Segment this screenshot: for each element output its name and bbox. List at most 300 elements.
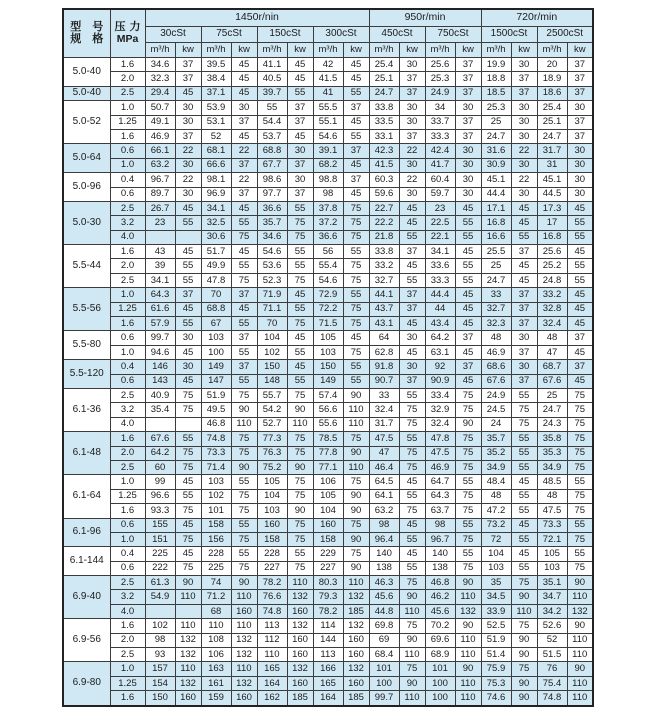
table-row — [63, 432, 593, 446]
value-cell: 34.6 — [145, 58, 175, 72]
pressure-cell: 2.5 — [110, 86, 145, 100]
value-cell: 24.7 — [481, 273, 511, 287]
value-cell: 71.9 — [257, 288, 287, 302]
value-cell: 78.2 — [257, 576, 287, 590]
value-cell: 75 — [567, 446, 593, 460]
pump-spec-table — [62, 8, 594, 707]
value-cell: 30 — [511, 360, 537, 374]
value-cell: 156 — [201, 532, 231, 546]
value-cell: 160 — [231, 604, 257, 618]
value-cell: 37 — [567, 58, 593, 72]
value-cell: 75 — [511, 417, 537, 431]
value-cell — [175, 230, 201, 244]
value-cell: 70 — [201, 288, 231, 302]
header-unit-power: kw — [287, 43, 313, 58]
value-cell: 37 — [175, 288, 201, 302]
value-cell: 24.7 — [537, 403, 567, 417]
value-cell: 75 — [343, 216, 369, 230]
value-cell: 66.6 — [201, 158, 231, 172]
value-cell: 37 — [455, 115, 481, 129]
value-cell: 55 — [511, 504, 537, 518]
value-cell: 104 — [257, 489, 287, 503]
pressure-cell: 1.0 — [110, 101, 145, 115]
pressure-cell: 1.0 — [110, 662, 145, 676]
value-cell: 63.7 — [425, 504, 455, 518]
value-cell: 45 — [455, 317, 481, 331]
header-unit-flow: m³/h — [425, 43, 455, 58]
value-cell: 55 — [257, 101, 287, 115]
value-cell: 157 — [145, 662, 175, 676]
value-cell: 160 — [175, 691, 201, 706]
value-cell: 32.7 — [369, 273, 399, 287]
value-cell: 51.5 — [537, 648, 567, 662]
value-cell: 30 — [511, 331, 537, 345]
value-cell: 102 — [145, 619, 175, 633]
value-cell: 77.3 — [257, 432, 287, 446]
value-cell: 75 — [343, 432, 369, 446]
value-cell: 45 — [231, 58, 257, 72]
value-cell: 37 — [287, 187, 313, 201]
value-cell: 44.4 — [481, 187, 511, 201]
value-cell: 63.1 — [425, 345, 455, 359]
value-cell — [145, 417, 175, 431]
header-viscosity: 150cSt — [257, 27, 313, 43]
pressure-cell: 1.6 — [110, 317, 145, 331]
value-cell: 90 — [455, 619, 481, 633]
value-cell: 140 — [425, 547, 455, 561]
value-cell: 45 — [287, 72, 313, 86]
value-cell: 43.4 — [425, 317, 455, 331]
value-cell: 30 — [287, 144, 313, 158]
value-cell: 75 — [287, 489, 313, 503]
table-row — [63, 547, 593, 561]
value-cell: 24.9 — [425, 86, 455, 100]
value-cell: 76.3 — [257, 446, 287, 460]
value-cell: 32.8 — [537, 302, 567, 316]
value-cell: 24.8 — [537, 273, 567, 287]
value-cell: 46.3 — [369, 576, 399, 590]
value-cell: 30 — [399, 101, 425, 115]
value-cell: 55 — [175, 216, 201, 230]
value-cell: 75 — [231, 446, 257, 460]
table-row — [63, 201, 593, 215]
header-speed-0: 1450r/nin — [145, 9, 369, 27]
value-cell: 45 — [399, 317, 425, 331]
value-cell: 16.6 — [481, 230, 511, 244]
value-cell: 74.6 — [481, 691, 511, 706]
value-cell: 185 — [287, 691, 313, 706]
value-cell: 75 — [231, 432, 257, 446]
value-cell: 42.3 — [369, 144, 399, 158]
value-cell: 34.7 — [537, 590, 567, 604]
value-cell: 33.9 — [481, 604, 511, 618]
value-cell: 68.8 — [201, 302, 231, 316]
value-cell: 55 — [231, 518, 257, 532]
value-cell: 55.4 — [313, 259, 343, 273]
value-cell: 25.3 — [425, 72, 455, 86]
value-cell: 51.9 — [201, 388, 231, 402]
value-cell: 132 — [343, 590, 369, 604]
value-cell: 63.2 — [369, 504, 399, 518]
value-cell: 144 — [313, 633, 343, 647]
value-cell: 31.7 — [537, 144, 567, 158]
value-cell: 104 — [313, 504, 343, 518]
value-cell: 75 — [231, 504, 257, 518]
value-cell: 37 — [399, 288, 425, 302]
value-cell: 30 — [175, 115, 201, 129]
value-cell: 30 — [511, 101, 537, 115]
value-cell: 32.3 — [481, 317, 511, 331]
value-cell: 47.8 — [201, 273, 231, 287]
value-cell: 75 — [399, 417, 425, 431]
pressure-cell: 0.6 — [110, 561, 145, 575]
value-cell: 37 — [399, 374, 425, 388]
value-cell — [145, 604, 175, 618]
value-cell: 75 — [175, 446, 201, 460]
pressure-cell: 2.5 — [110, 273, 145, 287]
value-cell: 31.6 — [481, 144, 511, 158]
value-cell: 55 — [175, 489, 201, 503]
value-cell: 75 — [455, 460, 481, 474]
value-cell: 103 — [537, 561, 567, 575]
value-cell: 29.4 — [145, 86, 175, 100]
value-cell: 114 — [313, 619, 343, 633]
value-cell: 30.6 — [201, 230, 231, 244]
value-cell: 160 — [343, 676, 369, 690]
value-cell: 37 — [343, 101, 369, 115]
value-cell: 45 — [231, 86, 257, 100]
value-cell: 105 — [313, 489, 343, 503]
value-cell: 55 — [175, 259, 201, 273]
value-cell: 110 — [567, 676, 593, 690]
header-unit-power: kw — [455, 43, 481, 58]
value-cell: 45 — [343, 158, 369, 172]
value-cell: 75 — [399, 619, 425, 633]
value-cell — [175, 604, 201, 618]
value-cell: 45 — [455, 201, 481, 215]
value-cell: 43.1 — [369, 317, 399, 331]
value-cell: 90 — [511, 648, 537, 662]
value-cell: 22 — [231, 144, 257, 158]
value-cell: 96.9 — [201, 187, 231, 201]
value-cell: 112 — [257, 633, 287, 647]
value-cell: 74 — [201, 576, 231, 590]
value-cell: 163 — [201, 662, 231, 676]
value-cell: 75 — [175, 561, 201, 575]
value-cell: 45 — [399, 259, 425, 273]
value-cell: 75 — [343, 547, 369, 561]
value-cell: 70 — [257, 317, 287, 331]
value-cell: 33.1 — [369, 129, 399, 143]
value-cell: 69.8 — [369, 619, 399, 633]
value-cell: 55 — [455, 273, 481, 287]
value-cell: 76.6 — [257, 590, 287, 604]
value-cell: 69 — [369, 633, 399, 647]
value-cell: 30 — [399, 331, 425, 345]
value-cell: 75 — [287, 230, 313, 244]
value-cell: 34.6 — [257, 230, 287, 244]
value-cell: 18.8 — [481, 72, 511, 86]
value-cell: 75 — [287, 532, 313, 546]
value-cell: 24.5 — [481, 403, 511, 417]
value-cell: 185 — [343, 691, 369, 706]
value-cell: 75.9 — [481, 662, 511, 676]
value-cell: 61.3 — [145, 576, 175, 590]
value-cell: 55 — [231, 475, 257, 489]
value-cell: 75 — [511, 619, 537, 633]
model-cell: 5.0-64 — [63, 144, 110, 173]
value-cell: 75 — [455, 489, 481, 503]
value-cell: 71.5 — [313, 317, 343, 331]
value-cell: 53.9 — [201, 101, 231, 115]
value-cell: 71.1 — [257, 302, 287, 316]
table-row — [63, 245, 593, 259]
value-cell: 75 — [287, 388, 313, 402]
value-cell: 132 — [455, 604, 481, 618]
value-cell: 37 — [567, 331, 593, 345]
pressure-cell: 0.4 — [110, 547, 145, 561]
pressure-cell: 0.6 — [110, 518, 145, 532]
value-cell: 110 — [343, 460, 369, 474]
value-cell: 37.2 — [313, 216, 343, 230]
value-cell: 110 — [511, 604, 537, 618]
table-row — [63, 216, 593, 230]
value-cell: 45 — [399, 475, 425, 489]
pressure-cell: 1.0 — [110, 288, 145, 302]
value-cell: 55 — [231, 259, 257, 273]
value-cell: 45 — [231, 302, 257, 316]
value-cell: 148 — [257, 374, 287, 388]
table-row — [63, 115, 593, 129]
header-speed-1: 950r/min — [369, 9, 481, 27]
value-cell: 55 — [455, 547, 481, 561]
table-row — [63, 302, 593, 316]
table-row — [63, 576, 593, 590]
value-cell: 166 — [313, 662, 343, 676]
value-cell: 41.5 — [313, 72, 343, 86]
value-cell: 55 — [399, 489, 425, 503]
table-row — [63, 360, 593, 374]
value-cell: 64 — [369, 331, 399, 345]
value-cell: 46.9 — [481, 345, 511, 359]
value-cell: 55 — [343, 374, 369, 388]
model-cell: 6.1-96 — [63, 518, 110, 547]
value-cell: 30 — [175, 331, 201, 345]
pressure-cell: 1.0 — [110, 158, 145, 172]
value-cell: 75 — [287, 475, 313, 489]
value-cell: 57.4 — [313, 388, 343, 402]
value-cell: 22 — [175, 173, 201, 187]
value-cell: 45 — [567, 245, 593, 259]
value-cell: 47.5 — [425, 446, 455, 460]
value-cell: 30 — [231, 101, 257, 115]
table-row — [63, 648, 593, 662]
value-cell: 102 — [201, 489, 231, 503]
value-cell: 228 — [201, 547, 231, 561]
value-cell: 227 — [313, 561, 343, 575]
value-cell: 75 — [231, 230, 257, 244]
value-cell: 75 — [343, 273, 369, 287]
pressure-cell: 2.0 — [110, 633, 145, 647]
table-row — [63, 58, 593, 72]
pressure-cell: 1.25 — [110, 115, 145, 129]
value-cell: 75 — [343, 345, 369, 359]
header-unit-power: kw — [343, 43, 369, 58]
value-cell: 37 — [511, 302, 537, 316]
value-cell: 45 — [175, 245, 201, 259]
value-cell: 56 — [313, 245, 343, 259]
table-head — [63, 9, 593, 58]
value-cell: 98 — [313, 187, 343, 201]
value-cell: 132 — [231, 633, 257, 647]
value-cell: 105 — [313, 331, 343, 345]
value-cell: 37 — [455, 86, 481, 100]
value-cell: 56.6 — [313, 403, 343, 417]
value-cell: 73.3 — [201, 446, 231, 460]
value-cell: 60.3 — [369, 173, 399, 187]
table-row — [63, 561, 593, 575]
pressure-cell: 1.6 — [110, 619, 145, 633]
value-cell: 45.6 — [425, 604, 455, 618]
value-cell: 55 — [287, 259, 313, 273]
value-cell: 110 — [455, 633, 481, 647]
value-cell: 34 — [425, 101, 455, 115]
value-cell: 64.7 — [425, 475, 455, 489]
table-row — [63, 317, 593, 331]
pressure-cell: 4.0 — [110, 604, 145, 618]
value-cell: 99 — [145, 475, 175, 489]
value-cell: 92 — [425, 360, 455, 374]
pressure-cell: 0.4 — [110, 173, 145, 187]
value-cell: 37 — [399, 72, 425, 86]
value-cell: 160 — [257, 518, 287, 532]
value-cell: 45 — [567, 317, 593, 331]
value-cell: 90 — [567, 662, 593, 676]
pressure-cell: 2.5 — [110, 576, 145, 590]
value-cell: 75 — [455, 432, 481, 446]
value-cell: 55 — [343, 129, 369, 143]
value-cell: 51.7 — [201, 245, 231, 259]
value-cell: 24.7 — [369, 86, 399, 100]
value-cell: 160 — [231, 691, 257, 706]
value-cell: 55 — [399, 561, 425, 575]
value-cell: 37 — [511, 288, 537, 302]
value-cell: 37 — [511, 317, 537, 331]
pressure-cell: 2.5 — [110, 648, 145, 662]
pressure-cell: 1.25 — [110, 302, 145, 316]
value-cell: 45 — [511, 259, 537, 273]
value-cell: 75 — [343, 518, 369, 532]
value-cell: 110 — [567, 590, 593, 604]
value-cell: 30 — [175, 187, 201, 201]
value-cell: 30 — [455, 144, 481, 158]
value-cell: 60.4 — [425, 173, 455, 187]
value-cell: 37 — [567, 115, 593, 129]
value-cell: 55.1 — [313, 115, 343, 129]
value-cell: 68 — [201, 604, 231, 618]
value-cell: 90 — [455, 417, 481, 431]
value-cell: 75 — [567, 388, 593, 402]
value-cell: 76 — [537, 662, 567, 676]
value-cell: 146 — [145, 360, 175, 374]
value-cell: 25.4 — [369, 58, 399, 72]
value-cell: 113 — [313, 648, 343, 662]
value-cell: 64.2 — [425, 331, 455, 345]
value-cell: 75 — [231, 489, 257, 503]
value-cell: 75.3 — [481, 676, 511, 690]
pressure-cell: 2.5 — [110, 460, 145, 474]
value-cell: 45 — [175, 374, 201, 388]
value-cell: 75 — [287, 216, 313, 230]
value-cell: 75 — [231, 532, 257, 546]
value-cell: 96.7 — [425, 532, 455, 546]
value-cell: 55 — [455, 216, 481, 230]
value-cell: 149 — [313, 374, 343, 388]
model-cell: 5.0-52 — [63, 101, 110, 144]
table-body — [63, 58, 593, 706]
value-cell: 50.7 — [145, 101, 175, 115]
value-cell: 34.9 — [481, 460, 511, 474]
model-cell: 6.9-56 — [63, 619, 110, 662]
value-cell: 150 — [313, 360, 343, 374]
value-cell: 67.7 — [257, 158, 287, 172]
value-cell: 22.5 — [425, 216, 455, 230]
pressure-cell: 0.6 — [110, 187, 145, 201]
value-cell: 48 — [537, 331, 567, 345]
value-cell: 160 — [343, 648, 369, 662]
value-cell: 45 — [287, 129, 313, 143]
value-cell: 78.5 — [313, 432, 343, 446]
value-cell: 69.6 — [425, 633, 455, 647]
table-row — [63, 173, 593, 187]
value-cell: 75 — [567, 532, 593, 546]
table-row — [63, 532, 593, 546]
value-cell: 61.6 — [145, 302, 175, 316]
value-cell: 68.8 — [257, 144, 287, 158]
value-cell: 110 — [455, 590, 481, 604]
value-cell: 75 — [399, 403, 425, 417]
value-cell: 75 — [175, 388, 201, 402]
value-cell: 132 — [567, 604, 593, 618]
value-cell: 33.2 — [537, 288, 567, 302]
value-cell: 161 — [201, 676, 231, 690]
value-cell: 45 — [567, 345, 593, 359]
value-cell: 37.1 — [201, 86, 231, 100]
value-cell: 34.9 — [537, 460, 567, 474]
value-cell: 74.8 — [257, 604, 287, 618]
value-cell: 45 — [175, 547, 201, 561]
header-unit-power: kw — [567, 43, 593, 58]
value-cell: 100 — [201, 345, 231, 359]
value-cell: 45 — [231, 201, 257, 215]
value-cell: 90 — [343, 532, 369, 546]
pressure-cell: 2.0 — [110, 259, 145, 273]
value-cell: 59.6 — [369, 187, 399, 201]
value-cell: 75 — [511, 403, 537, 417]
pressure-cell: 2.0 — [110, 72, 145, 86]
model-cell: 6.1-48 — [63, 432, 110, 475]
table-row — [63, 475, 593, 489]
model-cell: 5.0-96 — [63, 173, 110, 202]
value-cell: 68.2 — [313, 158, 343, 172]
model-cell: 5.0-30 — [63, 201, 110, 244]
value-cell: 98 — [369, 518, 399, 532]
value-cell: 54.6 — [257, 245, 287, 259]
value-cell: 110 — [343, 417, 369, 431]
value-cell: 160 — [287, 633, 313, 647]
value-cell: 55 — [511, 561, 537, 575]
table-row — [63, 676, 593, 690]
